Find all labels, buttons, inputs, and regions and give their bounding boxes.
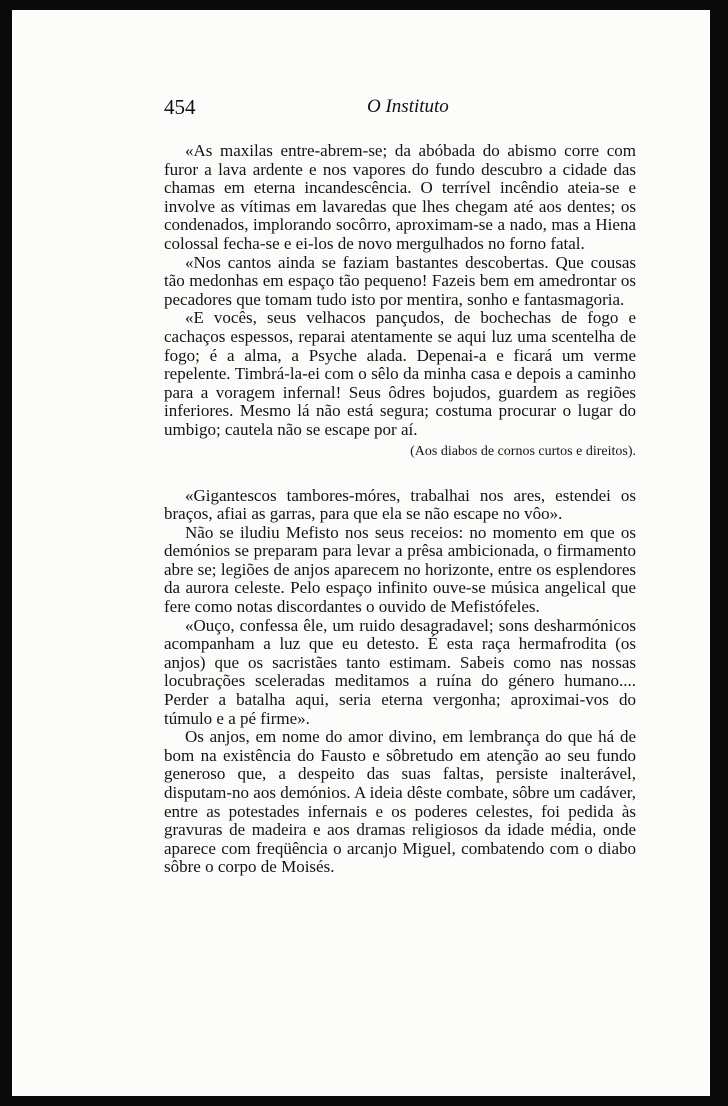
paragraph: «E vocês, seus velhacos pançudos, de bochechas de fogo e cachaços espessos, reparai atentamente se aqui luz uma scentelha de fogo; é a alma, a Psyche alada. Depenai-a e ficará um verme repelente. Timbrá-la-ei com o sêlo da minha casa e depois a caminho para a voragem infernal! Seus ôdres bojudos, guardem as regiões inferiores. Mesmo lá não está segura; costuma procurar o lugar do umbigo; cautela não se escape por aí. bbox=[164, 308, 636, 439]
page-header bbox=[164, 95, 634, 125]
body-text bbox=[164, 142, 636, 877]
paragraph: Os anjos, em nome do amor divino, em lembrança do que há de bom na existência do Fausto e sôbretudo em atenção ao seu fundo generoso que, a despeito das suas faltas, persiste inalterável, disputam-no aos demónios. A ideia dêste combate, sôbre um cadáver, entre as potestades infernais e os poderes celestes, foi pedida às gravuras de madeira e aos dramas religiosos da idade média, onde aparece com freqüência o arcanjo Miguel, combatendo com o diabo sôbre o corpo de Moisés. bbox=[164, 727, 636, 877]
section-gap bbox=[164, 461, 636, 487]
page-number: 454 bbox=[164, 95, 196, 119]
book-page bbox=[12, 10, 710, 1096]
running-title: O Instituto bbox=[367, 96, 449, 117]
paragraph: «As maxilas entre-abrem-se; da abóbada do abismo corre com furor a lava ardente e nos vapores do fundo descubro a cidade das chamas em eterna incandescência. O terrível incêndio ateia-se e involve as vítimas em lavaredas que lhes chegam até aos dentes; os condenados, implorando socôrro, aproximam-se a nado, mas a Hiena colossal fecha-se e ei-los de novo mergulhados no forno fatal. bbox=[164, 141, 636, 253]
stage-direction: (Aos diabos de cornos curtos e direitos). bbox=[410, 443, 636, 459]
paragraph: «Nos cantos ainda se faziam bastantes descobertas. Que cousas tão medonhas em espaço tão pequeno! Fazeis bem em amedrontar os pecadores que tomam tudo isto por mentira, sonho e fantasmagoria. bbox=[164, 252, 636, 309]
paragraph: Não se iludiu Mefisto nos seus receios: no momento em que os demónios se preparam para levar a prêsa ambicionada, o firmamento abre se; legiões de anjos aparecem no horizonte, entre os esplendores da aurora celeste. Pelo espaço infinito ouve-se música angelical que fere como notas discordantes o ouvido de Mefistófeles. bbox=[164, 522, 636, 617]
paragraph: «Gigantescos tambores-móres, trabalhai nos ares, estendei os braços, afiai as garras, para que ela se não escape no vôo». bbox=[164, 485, 636, 524]
paragraph: «Ouço, confessa êle, um ruido desagradavel; sons desharmónicos acompanham a luz que eu detesto. É esta raça hermafrodita (os anjos) que os sacristães tanto estimam. Sabeis como nas nossas locubrações sceleradas meditamos a ruína do género humano.... Perder a batalha aqui, seria eterna vergonha; aproximai-vos do túmulo e a pé firme». bbox=[164, 615, 636, 728]
